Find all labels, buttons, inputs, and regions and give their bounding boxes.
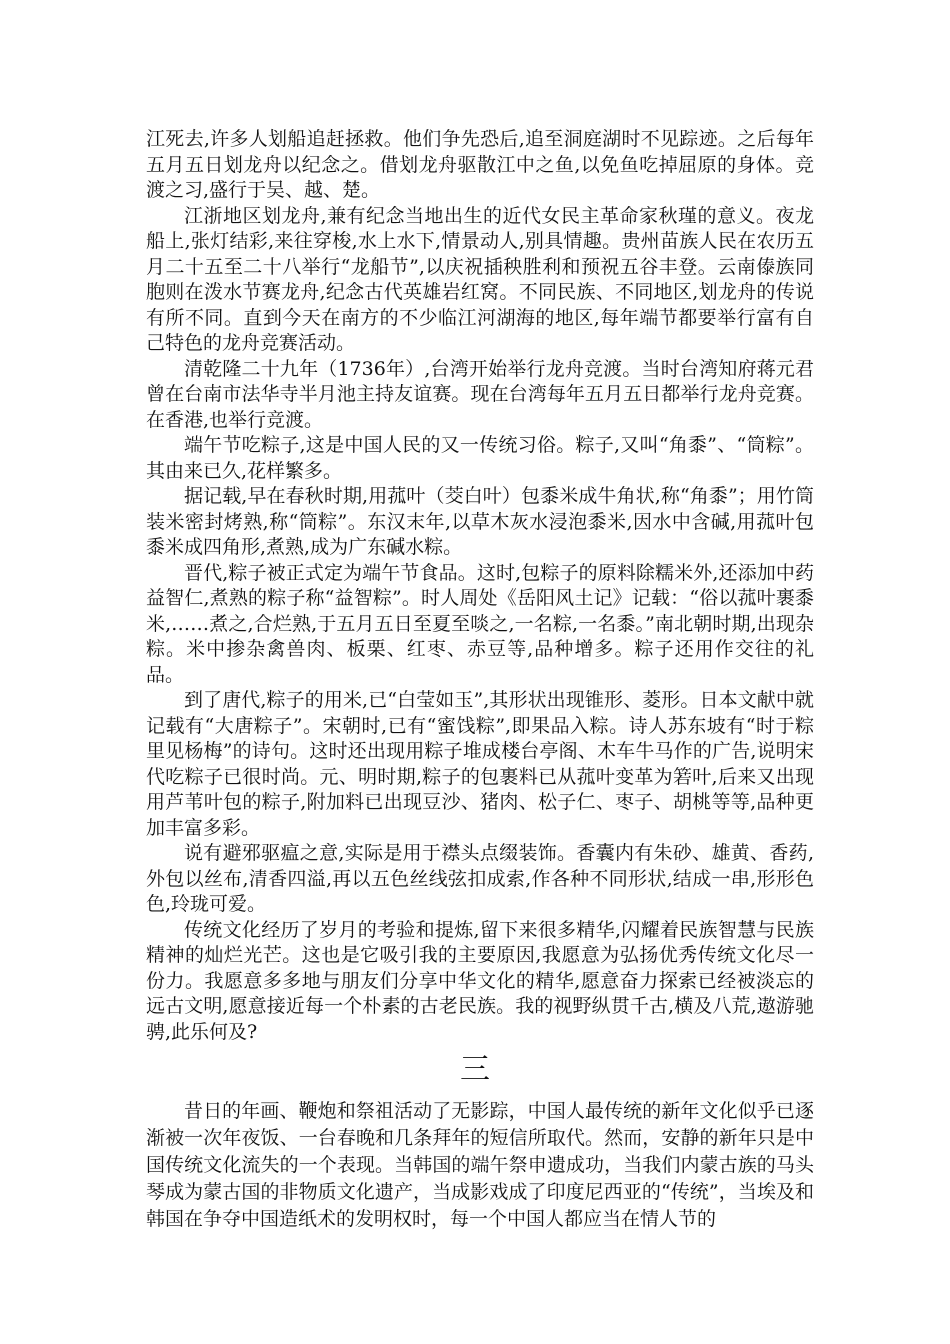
- paragraph-regional-dragon-boat: 江浙地区划龙舟,兼有纪念当地出生的近代女民主革命家秋瑾的意义。夜龙船上,张灯结彩,来往穿梭,水上水下,情景动人,别具情趣。贵州苗族人民在农历五月二十五至二十八举行“龙船节”,以庆祝插秧胜利和预祝五谷丰登。云南傣族同胞则在泼水节赛龙舟,纪念古代英雄岩红窝。不同民族、不同地区,划龙舟的传说有所不同。直到今天在南方的不少临江河湖海的地区,每年端节都要举行富有自己特色的龙舟竞赛活动。: [146, 204, 814, 354]
- paragraph-new-year-culture: 昔日的年画、鞭炮和祭祖活动了无影踪，中国人最传统的新年文化似乎已逐渐被一次年夜饭、一台春晚和几条拜年的短信所取代。然而，安静的新年只是中国传统文化流失的一个表现。当韩国的端午祭申遗成功，当我们内蒙古族的马头琴成为蒙古国的非物质文化遗产，当成影戏成了印度尼西亚的“传统”，当埃及和韩国在争夺中国造纸术的发明权时，每一个中国人都应当在情人节的: [146, 1100, 814, 1230]
- paragraph-traditional-culture: 传统文化经历了岁月的考验和提炼,留下来很多精华,闪耀着民族智慧与民族精神的灿烂光芒。这也是它吸引我的主要原因,我愿意为弘扬优秀传统文化尽一份力。我愿意多多地与朋友们分享中华文化的精华,愿意奋力探索已经被淡忘的远古文明,愿意接近每一个朴素的古老民族。我的视野纵贯千古,横及八荒,遨游驰骋,此乐何及?: [146, 918, 814, 1043]
- paragraph-jin-dynasty-zongzi: 晋代,粽子被正式定为端午节食品。这时,包粽子的原料除糯米外,还添加中药益智仁,煮熟的粽子称“益智粽”。时人周处《岳阳风土记》记载：“俗以菰叶裹黍米,……煮之,合烂熟,于五月五日至夏至啖之,一名粽,一名黍。”南北朝时期,出现杂粽。米中掺杂禽兽肉、板栗、红枣、赤豆等,品种增多。粽子还用作交往的礼品。: [146, 561, 814, 686]
- paragraph-taiwan-dragon-boat: 清乾隆二十九年（1736年）,台湾开始举行龙舟竞渡。当时台湾知府蒋元君曾在台南市法华寺半月池主持友谊赛。现在台湾每年五月五日都举行龙舟竞赛。在香港,也举行竞渡。: [146, 357, 814, 431]
- paragraph-tang-song-zongzi: 到了唐代,粽子的用米,已“白莹如玉”,其形状出现锥形、菱形。日本文献中就记载有“大唐粽子”。宋朝时,已有“蜜饯粽”,即果品入粽。诗人苏东坡有“时于粽里见杨梅”的诗句。这时还出现用粽子堆成楼台亭阁、木车牛马作的广告,说明宋代吃粽子已很时尚。元、明时期,粽子的包裹料已从菰叶变革为箬叶,后来又出现用芦苇叶包的粽子,附加料已出现豆沙、猪肉、松子仁、枣子、胡桃等等,品种更加丰富多彩。: [146, 689, 814, 839]
- section-two-body: [146, 127, 814, 1045]
- paragraph-zongzi-intro: 端午节吃粽子,这是中国人民的又一传统习俗。粽子,又叫“角黍”、“筒粽”。其由来已久,花样繁多。: [146, 434, 814, 482]
- section-three-body: [146, 1098, 814, 1233]
- section-heading: 三: [460, 1052, 490, 1087]
- paragraph-dragon-boat-origin: 江死去,许多人划船追赶拯救。他们争先恐后,追至洞庭湖时不见踪迹。之后每年五月五日划龙舟以纪念之。借划龙舟驱散江中之鱼,以免鱼吃掉屈原的身体。竞渡之习,盛行于吴、越、楚。: [146, 128, 814, 201]
- paragraph-sachet: 说有避邪驱瘟之意,实际是用于襟头点缀装饰。香囊内有朱砂、雄黄、香药,外包以丝布,清香四溢,再以五色丝线弦扣成索,作各种不同形状,结成一串,形形色色,玲珑可爱。: [146, 842, 814, 915]
- paragraph-zongzi-records: 据记载,早在春秋时期,用菰叶（茭白叶）包黍米成牛角状,称“角黍”；用竹筒装米密封烤熟,称“筒粽”。东汉末年,以草木灰水浸泡黍米,因水中含碱,用菰叶包黍米成四角形,煮熟,成为广东碱水粽。: [146, 485, 814, 558]
